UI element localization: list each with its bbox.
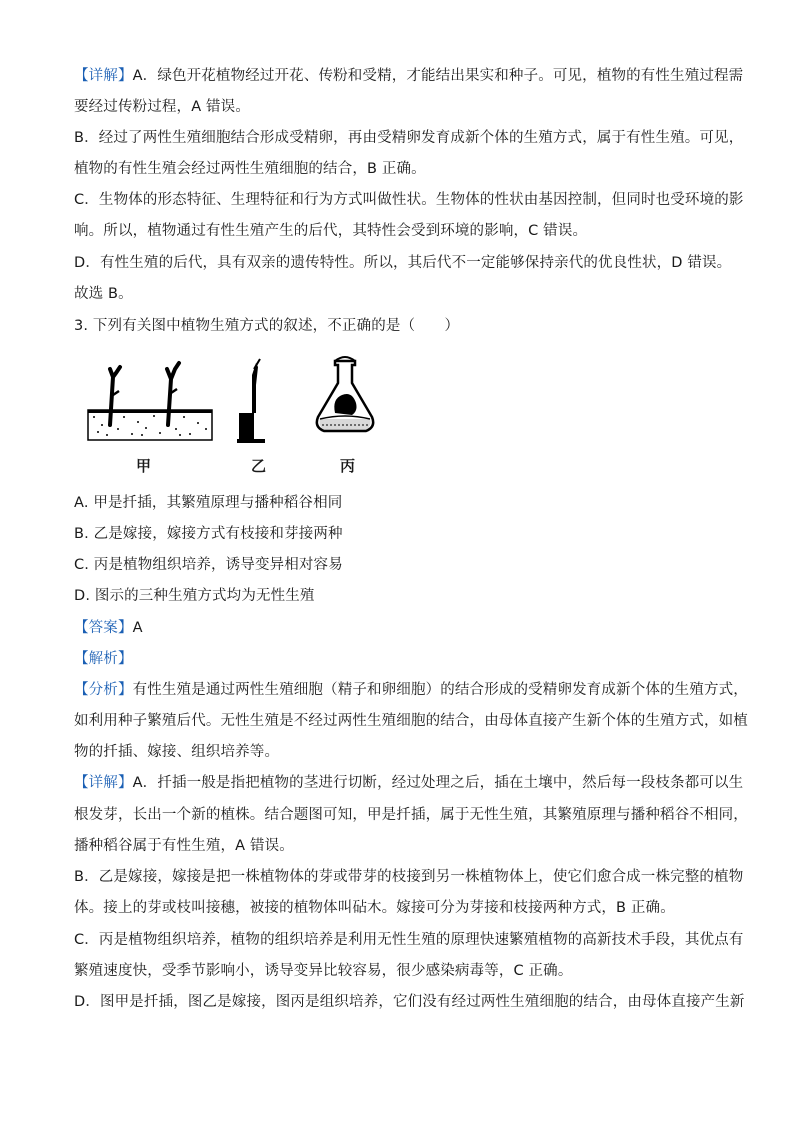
text-line: 【详解】A．绿色开花植物经过开花、传粉和受精，才能结出果实和种子。可见，植物的有性生殖过程需: [74, 68, 744, 84]
text-line: 植物的有性生殖会经过两性生殖细胞的结合，B 正确。: [74, 161, 426, 177]
text-line: 【分析】有性生殖是通过两性生殖细胞（精子和卵细胞）的结合形成的受精卵发育成新个体的生殖方式，: [74, 682, 748, 698]
figure-label-yi: 乙: [251, 457, 267, 475]
text-line: B．经过了两性生殖细胞结合形成受精卵，再由受精卵发育成新个体的生殖方式，属于有性生殖。可见，: [74, 130, 744, 146]
figure-label-jia: 甲: [136, 457, 152, 475]
option-d: D. 图示的三种生殖方式均为无性生殖: [74, 588, 315, 604]
analysis-title: 【解析】: [74, 651, 133, 667]
text-line: 响。所以，植物通过有性生殖产生的后代，其特性会受到环境的影响，C 错误。: [74, 223, 588, 239]
text-line: 播种稻谷属于有性生殖，A 错误。: [74, 838, 294, 854]
text-line: C．丙是植物组织培养，植物的组织培养是利用无性生殖的原理快速繁殖植物的高新技术手段，其优点有: [74, 932, 744, 948]
text-line: 故选 B。: [74, 286, 133, 302]
analysis-label: 【分析】: [74, 682, 133, 698]
grafting-illustration: [237, 359, 265, 443]
answer-label: 【答案】: [74, 620, 133, 636]
option-c: C. 丙是植物组织培养，诱导变异相对容易: [74, 557, 343, 573]
answer-value: A: [132, 620, 143, 636]
cutting-illustration: [88, 363, 212, 440]
option-a: A. 甲是扦插，其繁殖原理与播种稻谷相同: [74, 495, 343, 511]
text-line: 体。接上的芽或枝叫接穗，被接的植物体叫砧木。嫁接可分为芽接和枝接两种方式，B 正确。: [74, 900, 675, 916]
text-line: 要经过传粉过程，A 错误。: [74, 99, 250, 115]
text-line: 根发芽，长出一个新的植株。结合题图可知，甲是扦插，属于无性生殖，其繁殖原理与播种稻谷不相同，: [74, 807, 748, 823]
text-line: C．生物体的形态特征、生理特征和行为方式叫做性状。生物体的性状由基因控制，但同时也受环境的影: [74, 192, 744, 208]
figure-label-bing: 丙: [340, 457, 356, 475]
question-stem: 3. 下列有关图中植物生殖方式的叙述，不正确的是（ ）: [74, 318, 460, 334]
text-line: 物的扦插、嫁接、组织培养等。: [74, 744, 280, 760]
text-line: 【详解】A．扦插一般是指把植物的茎进行切断，经过处理之后，插在土壤中，然后每一段枝条都可以生: [74, 775, 744, 791]
text-line: 如利用种子繁殖后代。无性生殖是不经过两性生殖细胞的结合，由母体直接产生新个体的生殖方式，如植: [74, 713, 748, 729]
answer-line: [74, 618, 724, 638]
detail-label: 【详解】: [74, 68, 133, 84]
text-line: D．有性生殖的后代，具有双亲的遗传特性。所以，其后代不一定能够保持亲代的优良性状，D 错误。: [74, 255, 732, 271]
option-b: B. 乙是嫁接，嫁接方式有枝接和芽接两种: [74, 526, 343, 542]
text-line: 繁殖速度快，受季节影响小，诱导变异比较容易，很少感染病毒等，C 正确。: [74, 963, 573, 979]
plant-propagation-figure: [80, 355, 380, 480]
detail-label: 【详解】: [74, 775, 133, 791]
tissue-culture-flask-illustration: [317, 357, 373, 431]
text-line: D．图甲是扦插，图乙是嫁接，图丙是组织培养，它们没有经过两性生殖细胞的结合，由母体直接产生新: [74, 994, 745, 1010]
text-line: B．乙是嫁接，嫁接是把一株植物体的芽或带芽的枝接到另一株植物体上，使它们愈合成一株完整的植物: [74, 869, 744, 885]
